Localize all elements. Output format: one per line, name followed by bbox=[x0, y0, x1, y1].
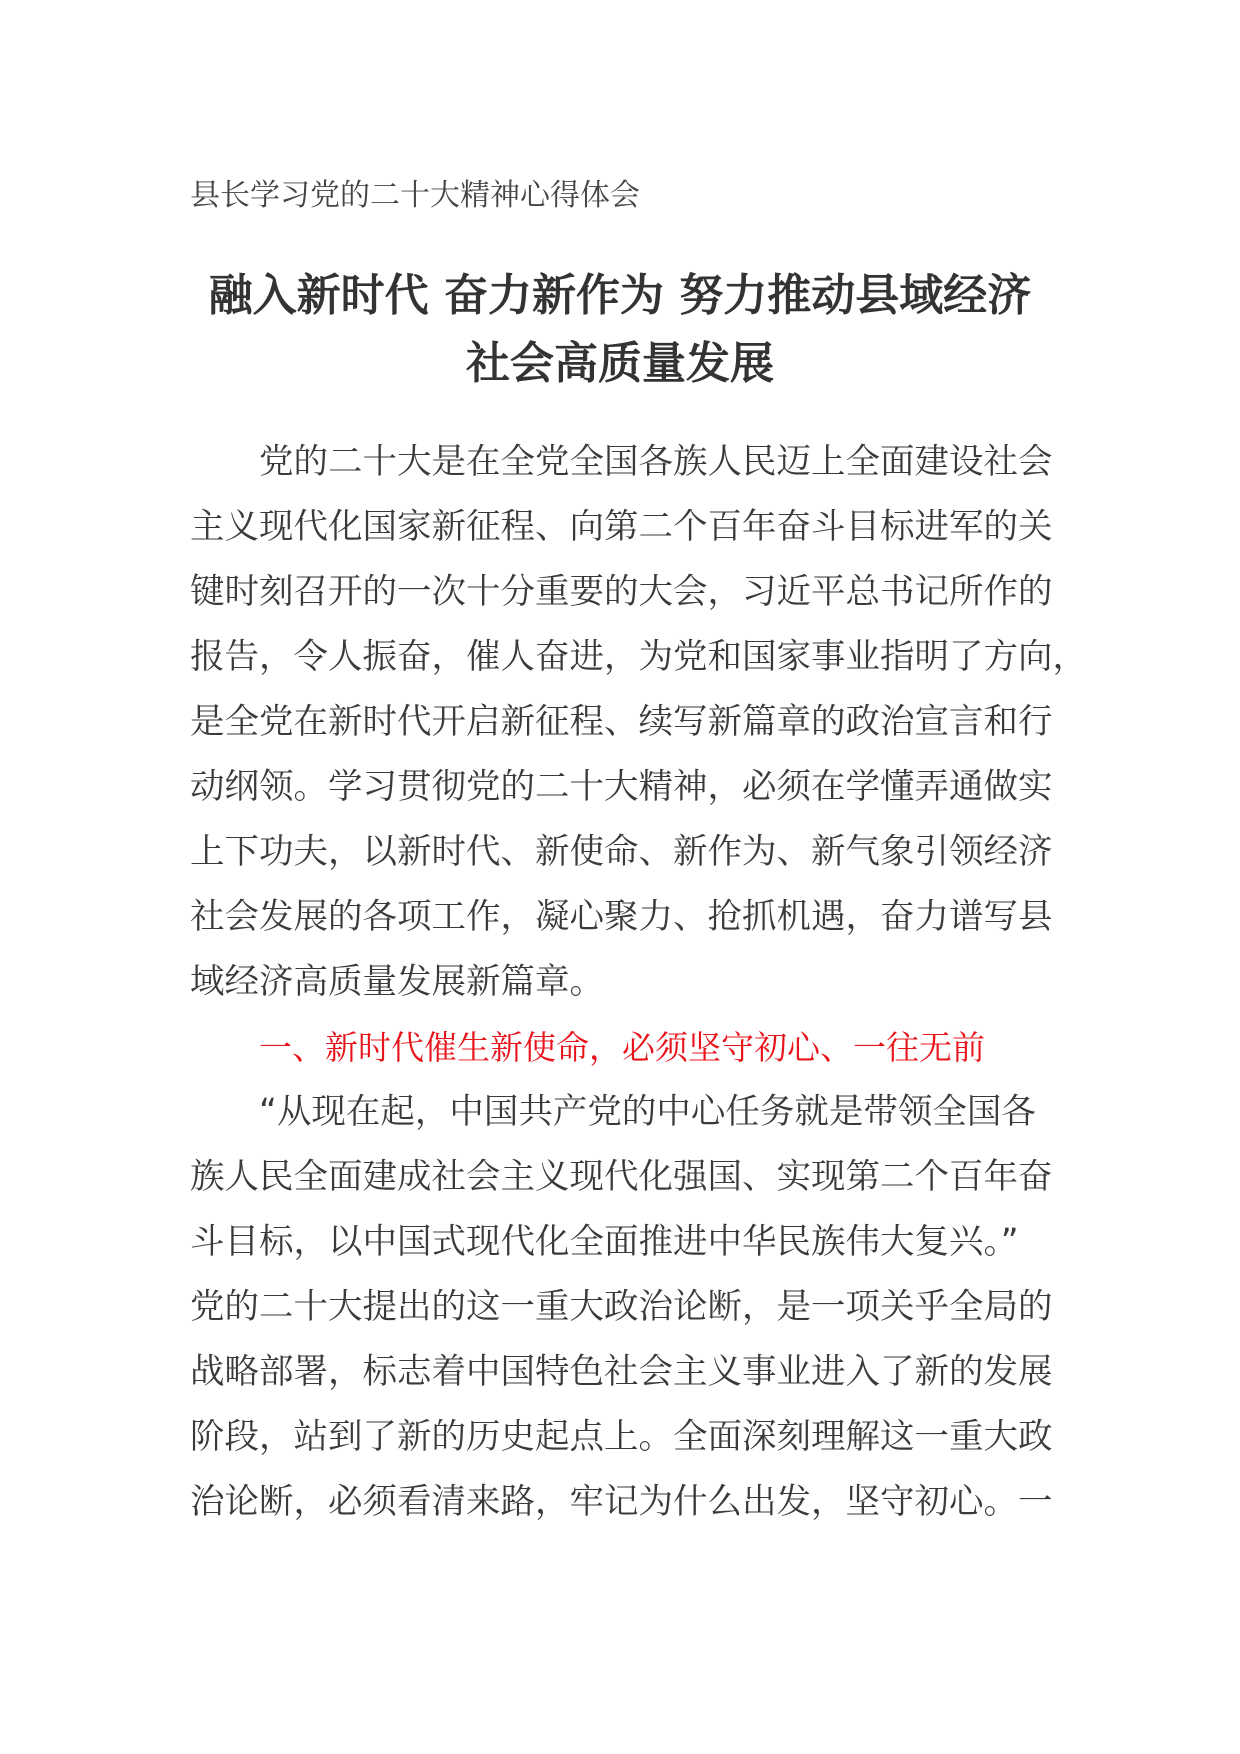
body-line: 键时刻召开的一次十分重要的大会，习近平总书记所作的 bbox=[190, 572, 1053, 612]
body-line: 域经济高质量发展新篇章。 bbox=[190, 962, 604, 1002]
body-line: 治论断，必须看清来路，牢记为什么出发，坚守初心。一 bbox=[190, 1482, 1053, 1522]
title-line-2: 社会高质量发展 bbox=[466, 338, 774, 389]
body-line: 党的二十大是在全党全国各族人民迈上全面建设社会 bbox=[259, 442, 1053, 482]
body-line: 社会发展的各项工作，凝心聚力、抢抓机遇，奋力谱写县 bbox=[190, 897, 1053, 937]
body-line: 阶段，站到了新的历史起点上。全面深刻理解这一重大政 bbox=[190, 1417, 1053, 1457]
document-title bbox=[150, 262, 1090, 398]
body-line: 战略部署，标志着中国特色社会主义事业进入了新的发展 bbox=[190, 1352, 1053, 1392]
body-line: 动纲领。学习贯彻党的二十大精神，必须在学懂弄通做实 bbox=[190, 767, 1053, 807]
section-heading: 一、新时代催生新使命，必须坚守初心、一往无前 bbox=[259, 1028, 985, 1067]
body-line: 斗目标，以中国式现代化全面推进中华民族伟大复兴。” bbox=[190, 1222, 1019, 1262]
body-line: 党的二十大提出的这一重大政治论断，是一项关乎全局的 bbox=[190, 1287, 1053, 1327]
body-line: 上下功夫，以新时代、新使命、新作为、新气象引领经济 bbox=[190, 832, 1053, 872]
body-line: 是全党在新时代开启新征程、续写新篇章的政治宣言和行 bbox=[190, 702, 1053, 742]
document-label: 县长学习党的二十大精神心得体会 bbox=[190, 178, 640, 213]
body-line: 报告，令人振奋，催人奋进，为党和国家事业指明了方向， bbox=[190, 637, 1087, 677]
document-body bbox=[190, 430, 1087, 1535]
body-line: 主义现代化国家新征程、向第二个百年奋斗目标进军的关 bbox=[190, 507, 1053, 547]
body-line: 族人民全面建成社会主义现代化强国、实现第二个百年奋 bbox=[190, 1157, 1053, 1197]
title-line-1: 融入新时代 奋力新作为 努力推动县域经济 bbox=[208, 270, 1032, 321]
body-line: “从现在起，中国共产党的中心任务就是带领全国各 bbox=[259, 1092, 1036, 1132]
